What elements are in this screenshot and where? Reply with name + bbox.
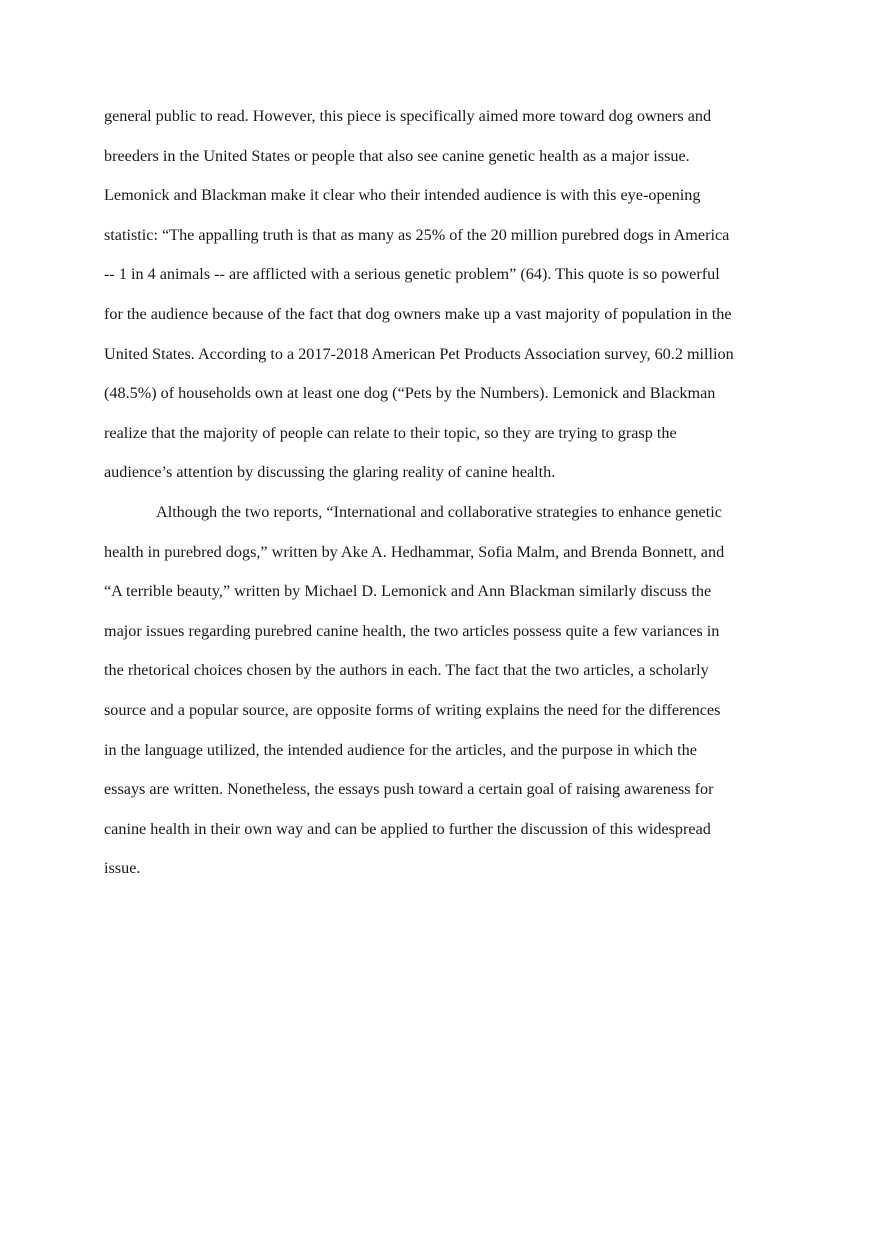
text-line: issue. xyxy=(104,859,141,878)
text-line: audience’s attention by discussing the glaring reality of canine health. xyxy=(104,463,556,482)
text-line: breeders in the United States or people that also see canine genetic health as a major issue. xyxy=(104,146,690,165)
text-line: for the audience because of the fact that dog owners make up a vast majority of population in the xyxy=(104,304,732,323)
text-line: canine health in their own way and can be applied to further the discussion of this widespread xyxy=(104,819,711,838)
text-line: “A terrible beauty,” written by Michael D. Lemonick and Ann Blackman similarly discuss the xyxy=(104,582,712,601)
text-line-indented: Although the two reports, “International and collaborative strategies to enhance genetic xyxy=(156,502,722,521)
text-line: (48.5%) of households own at least one dog (“Pets by the Numbers). Lemonick and Blackman xyxy=(104,384,716,403)
text-line: in the language utilized, the intended audience for the articles, and the purpose in which the xyxy=(104,740,697,759)
text-line: Lemonick and Blackman make it clear who their intended audience is with this eye-opening xyxy=(104,186,701,205)
text-line: essays are written. Nonetheless, the essays push toward a certain goal of raising awareness for xyxy=(104,780,714,799)
text-line: general public to read. However, this piece is specifically aimed more toward dog owners and xyxy=(104,107,712,125)
paragraph-2 xyxy=(104,500,794,896)
text-line: the rhetorical choices chosen by the authors in each. The fact that the two articles, a scholarly xyxy=(104,661,709,680)
text-line: source and a popular source, are opposite forms of writing explains the need for the differences xyxy=(104,700,721,719)
text-line: health in purebred dogs,” written by Ake A. Hedhammar, Sofia Malm, and Brenda Bonnett, and xyxy=(104,542,725,561)
paragraph-1 xyxy=(104,104,794,500)
text-line: United States. According to a 2017-2018 American Pet Products Association survey, 60.2 million xyxy=(104,344,734,363)
text-line: -- 1 in 4 animals -- are afflicted with a serious genetic problem” (64). This quote is so powerful xyxy=(104,265,720,284)
text-line: realize that the majority of people can relate to their topic, so they are trying to grasp the xyxy=(104,423,677,442)
document-body xyxy=(104,104,794,896)
text-line: statistic: “The appalling truth is that as many as 25% of the 20 million purebred dogs in America xyxy=(104,225,730,244)
text-line: major issues regarding purebred canine health, the two articles possess quite a few variances in xyxy=(104,621,720,640)
